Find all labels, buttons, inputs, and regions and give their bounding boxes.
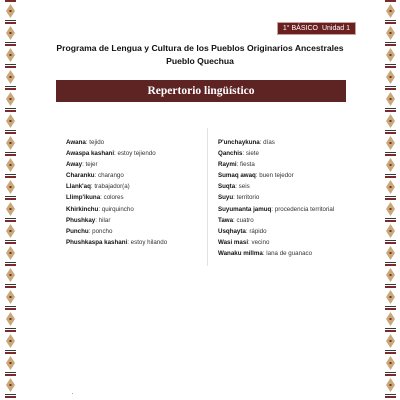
quechua-term: Suyu — [218, 194, 234, 202]
term-separator: : — [242, 150, 246, 158]
quechua-term: Awana — [66, 139, 86, 146]
section-banner: Repertorio lingüístico — [56, 80, 346, 102]
spanish-meaning: colores — [103, 194, 124, 202]
vocabulary-entry — [66, 204, 167, 215]
spanish-meaning: estoy tejiendo — [117, 150, 156, 158]
quechua-term: Qanchis — [218, 150, 243, 158]
quechua-term: Raymi — [218, 161, 237, 169]
term-separator: : — [127, 238, 131, 246]
vocabulary-entry — [218, 137, 334, 148]
people-subtitle: Pueblo Quechua — [166, 56, 234, 66]
term-separator: : — [233, 216, 237, 224]
term-separator: : — [262, 249, 267, 257]
term-separator: : — [259, 139, 264, 146]
spanish-meaning: fiesta — [240, 161, 255, 169]
vocabulary-entry — [66, 148, 167, 159]
spanish-meaning: tejido — [89, 139, 105, 146]
quechua-term: Suqta — [218, 183, 236, 191]
spanish-meaning: rápido — [249, 227, 267, 235]
spanish-meaning: procedencia territorial — [274, 205, 335, 213]
vocabulary-entry — [66, 215, 167, 226]
quechua-term: Away — [66, 161, 83, 169]
vocabulary-entry — [218, 248, 334, 259]
grade-unit-badge — [277, 22, 356, 35]
vocabulary-entry — [218, 181, 334, 192]
term-separator: : — [90, 183, 95, 191]
quechua-term: Khirkinchu — [66, 205, 99, 213]
term-separator: : — [255, 172, 260, 180]
quechua-term: Phushkay — [66, 216, 96, 224]
term-separator: : — [100, 194, 104, 202]
woven-pattern-icon — [5, 0, 16, 400]
quechua-term: P'unchaykuna — [218, 139, 260, 146]
spanish-meaning: territorio — [236, 194, 260, 202]
quechua-term: Awaspa kashani — [66, 150, 115, 158]
term-separator: : — [236, 161, 241, 169]
quechua-term: Llimp'ikuna — [66, 194, 101, 202]
term-separator: : — [233, 194, 237, 202]
term-separator: : — [235, 183, 239, 191]
program-title: Programa de Lengua y Cultura de los Pueblos Originarios Ancestrales — [56, 43, 344, 53]
woven-pattern-icon — [385, 0, 396, 400]
vocabulary-entry — [218, 226, 334, 237]
quechua-term: Charanku — [66, 172, 95, 180]
document-header — [40, 43, 360, 66]
vocabulary-entry — [66, 170, 167, 181]
term-separator: : — [88, 227, 93, 235]
decorative-border-left — [5, 0, 16, 400]
quechua-term: Phushkaspa kashani — [66, 238, 128, 246]
vocabulary-entry — [218, 215, 334, 226]
page-mark — [72, 393, 73, 394]
spanish-meaning: días — [263, 139, 275, 146]
vocabulary-entry — [218, 148, 334, 159]
term-separator: : — [94, 172, 98, 180]
vocabulary-column-right — [218, 137, 334, 259]
spanish-meaning: lana de guanaco — [266, 249, 313, 257]
term-separator: : — [82, 161, 86, 169]
spanish-meaning: cuatro — [236, 216, 254, 224]
quechua-term: Tawa — [218, 216, 234, 224]
vocabulary-entry — [218, 192, 334, 203]
term-separator: : — [248, 238, 252, 246]
term-separator: : — [271, 205, 275, 213]
quechua-term: Llank'aq — [66, 183, 91, 191]
spanish-meaning: seis — [238, 183, 250, 191]
spanish-meaning: siete — [245, 150, 259, 158]
spanish-meaning: vecino — [251, 238, 270, 246]
term-separator: : — [85, 139, 90, 146]
spanish-meaning: estoy hilando — [130, 238, 168, 246]
spanish-meaning: tejer — [85, 161, 98, 169]
spanish-meaning: poncho — [92, 227, 113, 235]
vocabulary-entry — [66, 159, 167, 170]
grade-label: 1° BÁSICO — [282, 25, 318, 32]
term-separator: : — [114, 150, 118, 158]
spanish-meaning: buen tejedor — [259, 172, 294, 180]
quechua-term: Punchu — [66, 227, 89, 235]
spanish-meaning: charango — [98, 172, 124, 180]
vocabulary-entry — [66, 237, 167, 248]
vocabulary-entry — [218, 237, 334, 248]
decorative-border-right — [385, 0, 396, 400]
quechua-term: Suyumanta jamuq — [218, 205, 272, 213]
vocabulary-entry — [66, 226, 167, 237]
spanish-meaning: hilar — [98, 216, 111, 224]
quechua-term: Wasi masi — [218, 238, 249, 246]
unit-label: Unidad 1 — [321, 25, 350, 32]
quechua-term: Usqhayta — [218, 227, 246, 235]
term-separator: : — [98, 205, 102, 213]
vocabulary-entry — [66, 137, 167, 148]
vocabulary-entry — [66, 192, 167, 203]
vocabulary-entry — [218, 170, 334, 181]
quechua-term: Sumaq awaq — [218, 172, 256, 180]
term-separator: : — [245, 227, 250, 235]
column-divider — [207, 128, 208, 266]
quechua-term: Wanaku millma — [218, 249, 263, 257]
spanish-meaning: trabajador(a) — [94, 183, 130, 191]
spanish-meaning: quirquincho — [101, 205, 134, 213]
term-separator: : — [95, 216, 99, 224]
vocabulary-entry — [218, 159, 334, 170]
vocabulary-column-left — [66, 137, 167, 248]
vocabulary-entry — [66, 181, 167, 192]
vocabulary-entry — [218, 204, 334, 215]
